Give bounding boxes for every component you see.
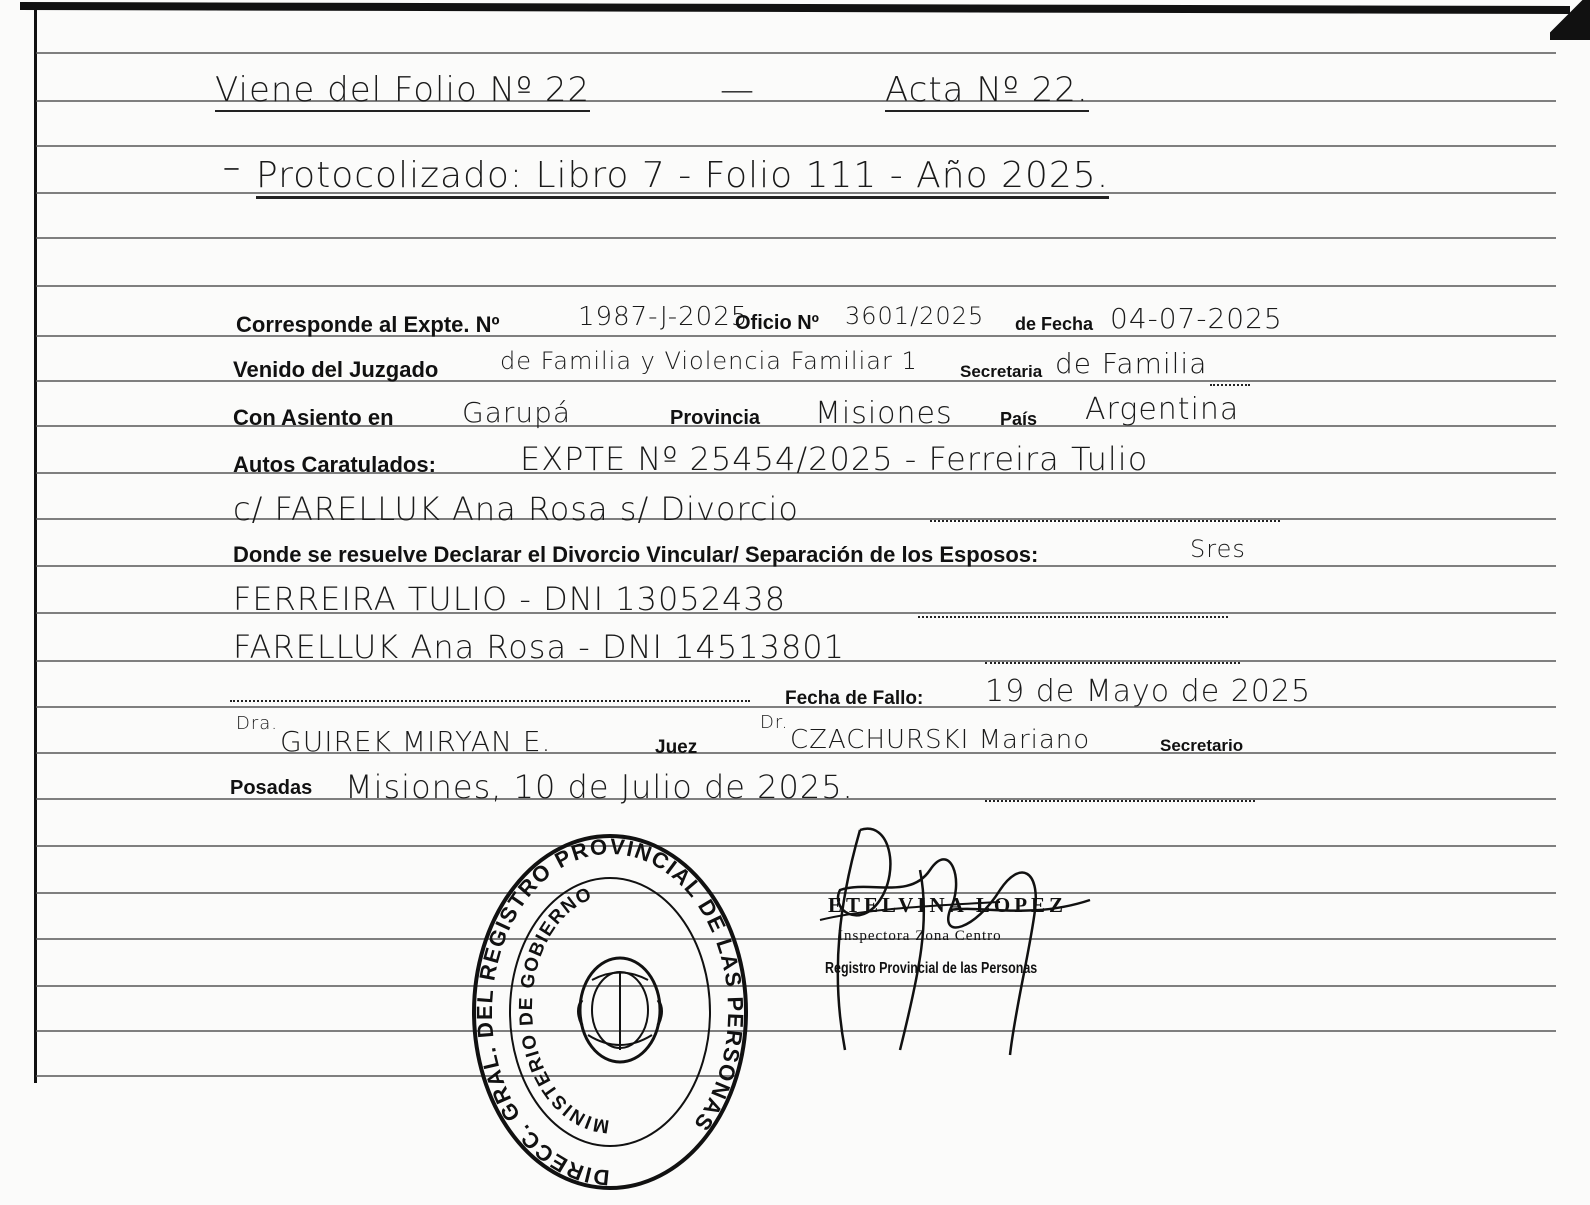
autos-label: Autos Caratulados: xyxy=(233,452,436,477)
viene-del-folio-text: Viene del Folio Nº 22 xyxy=(215,70,591,110)
secretaria-value: de Familia xyxy=(1055,347,1208,380)
pais-label: País xyxy=(1000,409,1038,429)
provincia-label: Provincia xyxy=(670,407,761,429)
signature-name: ETELVINA LOPEZ xyxy=(828,893,1068,917)
rule-line xyxy=(36,285,1556,287)
dotted-fill xyxy=(985,800,1255,802)
rule-line xyxy=(36,985,1556,987)
dotted-fill xyxy=(918,616,1228,618)
spouse-1: FERREIRA TULIO - DNI 13052438 xyxy=(233,580,787,618)
rule-line xyxy=(36,237,1556,239)
seal-outer-text: DIRECC. GRAL. DEL REGISTRO PROVINCIAL DE LAS PERSONAS xyxy=(472,833,749,1190)
spouse-2: FARELLUK Ana Rosa - DNI 14513801 xyxy=(233,628,846,666)
secretaria-label: Secretaria xyxy=(960,362,1043,381)
expte-value: 1987-J-2025 xyxy=(578,302,749,332)
provincia-value: Misiones xyxy=(815,396,953,431)
protocolizado-line: ⁻ Protocolizado: Libro 7 - Folio 111 - Año 2025. xyxy=(222,155,1109,196)
juzgado-value: de Familia y Violencia Familiar 1 xyxy=(500,347,918,375)
top-border xyxy=(20,2,1570,14)
expte-label: Corresponde al Expte. Nº xyxy=(236,312,500,337)
lugar-label: Posadas xyxy=(230,777,313,799)
fallo-label: Fecha de Fallo: xyxy=(785,688,924,709)
pais-value: Argentina xyxy=(1085,392,1240,427)
seal-inner-ring xyxy=(510,878,710,1146)
coat-of-arms-icon xyxy=(579,958,662,1062)
rule-line xyxy=(36,845,1556,847)
juez-label: Juez xyxy=(655,737,698,758)
asiento-value: Garupá xyxy=(462,396,572,429)
rule-line xyxy=(36,892,1556,894)
venido-label: Venido del Juzgado xyxy=(233,357,439,382)
fecha-value: 04-07-2025 xyxy=(1110,302,1283,335)
official-seal xyxy=(470,830,750,1190)
viene-del-folio xyxy=(215,70,590,110)
rule-line xyxy=(36,1030,1556,1032)
fallo-value: 19 de Mayo de 2025 xyxy=(985,674,1312,709)
oficio-value: 3601/2025 xyxy=(845,302,985,330)
donde-label: Donde se resuelve Declarar el Divorcio Vincular/ Separación de los Esposos: xyxy=(233,542,1039,567)
rule-line xyxy=(36,52,1556,54)
lugar-value: Misiones, 10 de Julio de 2025. xyxy=(345,768,854,806)
secretario-prefix: Dr. xyxy=(760,712,789,733)
seal-inner-text: MINISTERIO DE GOBIERNO xyxy=(515,883,611,1137)
dotted-fill xyxy=(985,662,1240,664)
dotted-fill xyxy=(1210,384,1250,386)
juez-value: GUIREK MIRYAN E. xyxy=(280,725,552,758)
rule-line xyxy=(36,938,1556,940)
secretario-label: Secretario xyxy=(1160,736,1244,755)
dotted-fill xyxy=(930,520,1280,522)
dotted-fill xyxy=(230,700,750,702)
autos-value-1: EXPTE Nº 25454/2025 - Ferreira Tulio xyxy=(520,440,1149,478)
signature-title: Inspectora Zona Centro xyxy=(838,928,1002,944)
page-corner xyxy=(1550,0,1590,40)
acta-number xyxy=(885,70,1089,110)
juez-prefix: Dra. xyxy=(236,713,279,734)
secretario-value: CZACHURSKI Mariano xyxy=(790,725,1091,755)
rule-line xyxy=(36,145,1556,147)
signature-office: Registro Provincial de las Personas xyxy=(825,960,1038,977)
autos-value-2: c/ FARELLUK Ana Rosa s/ Divorcio xyxy=(233,490,799,528)
acta-number-text: Acta Nº 22. xyxy=(885,70,1089,110)
oficio-label: Oficio Nº xyxy=(735,312,819,334)
left-margin-line xyxy=(34,8,37,1083)
header-dash: — xyxy=(720,70,755,110)
donde-value: Sres xyxy=(1190,535,1246,563)
fecha-label: de Fecha xyxy=(1015,314,1094,334)
protocolizado-text: Protocolizado: Libro 7 - Folio 111 - Año 2025. xyxy=(256,155,1109,199)
asiento-label: Con Asiento en xyxy=(233,405,394,430)
